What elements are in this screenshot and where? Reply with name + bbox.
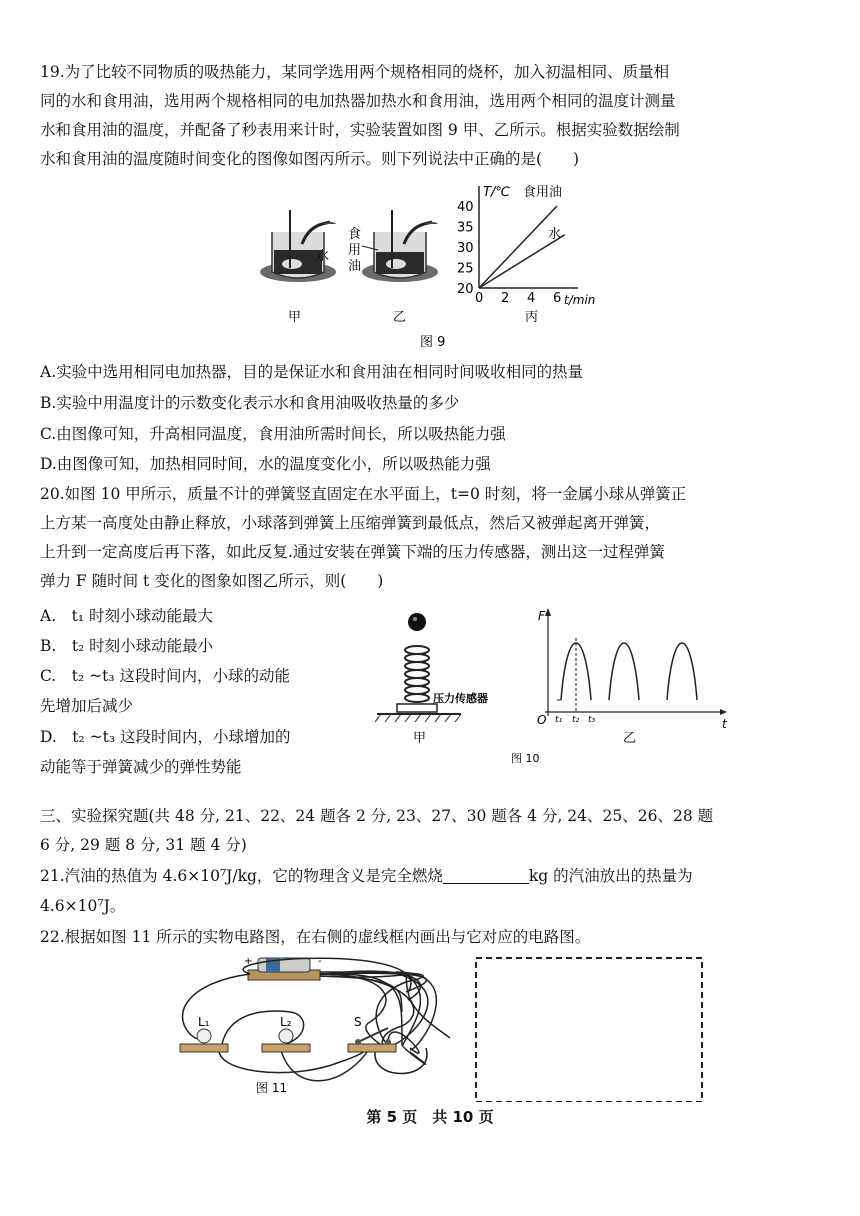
q19-option-d: D.由图像可知，加热相同时间，水的温度变化小，所以吸热能力强	[40, 455, 491, 473]
q19-line-1: 19.为了比较不同物质的吸热能力，某同学选用两个规格相同的烧杯，加入初温相同、质量相	[40, 63, 670, 81]
figure-11	[170, 952, 730, 1102]
figure-10	[375, 604, 735, 774]
fig10-sub-b: 乙	[623, 731, 637, 746]
figure-9	[250, 180, 620, 350]
axis-t: t	[722, 717, 727, 731]
q20-option-b: B. t₂ 时刻小球动能最小	[40, 637, 214, 655]
s-label: S	[354, 1015, 362, 1029]
figure-10-caption: 图 10	[511, 752, 540, 765]
q21-answer-blank[interactable]	[443, 867, 529, 884]
q22-line: 22.根据如图 11 所示的实物电路图，在右侧的虚线框内画出与它对应的电路图。	[40, 928, 591, 946]
q20-line-1: 20.如图 10 甲所示，质量不计的弹簧竖直固定在水平面上，t=0 时刻，将一金属小球从弹簧正	[40, 485, 687, 503]
origin-label: O	[537, 713, 547, 727]
q20-option-d: D. t₂ ~t₃ 这段时间内，小球增加的	[40, 728, 291, 746]
t3-label: t₃	[588, 715, 596, 725]
chart-x-tick-2: 4	[527, 291, 536, 306]
section-3-line-1: 三、实验探究题(共 48 分, 21、22、24 题各 2 分, 23、27、30 题各 4 分, 24、25、26、28 题	[40, 807, 714, 825]
figure-11-caption: 图 11	[256, 1081, 288, 1095]
sub-label-a: 甲	[288, 310, 302, 325]
chart-y-tick-1: 25	[457, 261, 474, 277]
fig10-sub-a: 甲	[413, 731, 427, 746]
chart-y-tick-3: 35	[457, 220, 474, 236]
label-oil-3: 油	[348, 259, 362, 274]
beaker-oil	[362, 210, 438, 282]
q19-line-3: 水和食用油的温度，并配备了秒表用来计时，实验装置如图 9 甲、乙所示。根据实验数据绘制	[40, 121, 680, 139]
chart-x-tick-3: 6	[553, 291, 562, 306]
l1-label: L₁	[198, 1015, 210, 1029]
chart-x-tick-1: 2	[501, 291, 510, 306]
q20-option-a: A. t₁ 时刻小球动能最大	[40, 607, 213, 625]
sub-label-b: 乙	[393, 310, 407, 325]
q21-text-before: 21.汽油的热值为 4.6×10⁷J/kg，它的物理含义是完全燃烧	[40, 867, 443, 885]
svg-text:-: -	[318, 956, 322, 967]
sub-label-c: 丙	[525, 310, 539, 325]
answer-drawing-box[interactable]	[476, 958, 702, 1102]
q21-line-2: 4.6×10⁷J。	[40, 897, 126, 915]
chart-series-label-0: 食用油	[523, 185, 563, 200]
q20-line-4: 弹力 F 随时间 t 变化的图象如图乙所示，则( )	[40, 572, 384, 590]
chart-y-tick-4: 40	[457, 200, 474, 215]
label-oil-1: 食	[348, 227, 362, 242]
temperature-time-chart	[457, 184, 595, 307]
chart-y-tick-2: 30	[457, 241, 474, 256]
q20-option-d-cont: 动能等于弹簧减少的弹性势能	[40, 758, 242, 776]
spring-apparatus	[375, 613, 461, 722]
chart-y-tick-0: 20	[457, 282, 474, 297]
svg-text:+: +	[244, 956, 253, 967]
q21-line-1	[40, 866, 825, 886]
q19-option-c: C.由图像可知，升高相同温度，食用油所需时间长，所以吸热能力强	[40, 425, 506, 443]
q19-line-4: 水和食用油的温度随时间变化的图像如图丙所示。则下列说法中正确的是( )	[40, 150, 580, 168]
q19-line-2: 同的水和食用油，选用两个规格相同的电加热器加热水和食用油，选用两个相同的温度计测量	[40, 92, 676, 110]
q19-option-a: A.实验中选用相同电加热器，目的是保证水和食用油在相同时间吸收相同的热量	[40, 363, 584, 381]
t1-label: t₁	[555, 715, 563, 725]
axis-f: F	[538, 609, 545, 623]
page-footer: 第 5 页 共 10 页	[366, 1108, 494, 1126]
t2-label: t₂	[572, 715, 580, 725]
figure-9-caption: 图 9	[420, 335, 446, 350]
chart-series-label-1: 水	[548, 227, 562, 242]
label-oil-2: 用	[348, 243, 362, 258]
chart-x-label: t/min	[564, 293, 596, 307]
label-water: 水	[316, 249, 330, 264]
l2-label: L₂	[280, 1015, 292, 1029]
beaker-water	[260, 210, 336, 282]
q20-line-3: 上升到一定高度后再下落，如此反复.通过安装在弹簧下端的压力传感器，测出这一过程弹簧	[40, 543, 665, 561]
q21-text-after: kg 的汽油放出的热量为	[528, 867, 693, 885]
chart-y-label: T/℃	[483, 185, 510, 200]
q20-option-c-cont: 先增加后减少	[40, 697, 134, 715]
q20-line-2: 上方某一高度处由静止释放，小球落到弹簧上压缩弹簧到最低点，然后又被弹起离开弹簧，	[40, 514, 661, 532]
section-3-line-2: 6 分, 29 题 8 分, 31 题 4 分)	[40, 836, 247, 854]
q20-option-c: C. t₂ ~t₃ 这段时间内，小球的动能	[40, 667, 290, 685]
sensor-label: 压力传感器	[433, 692, 488, 705]
chart-x-tick-0: 0	[475, 291, 484, 306]
q19-option-b: B.实验中用温度计的示数变化表示水和食用油吸收热量的多少	[40, 394, 460, 412]
force-time-graph	[545, 608, 727, 716]
